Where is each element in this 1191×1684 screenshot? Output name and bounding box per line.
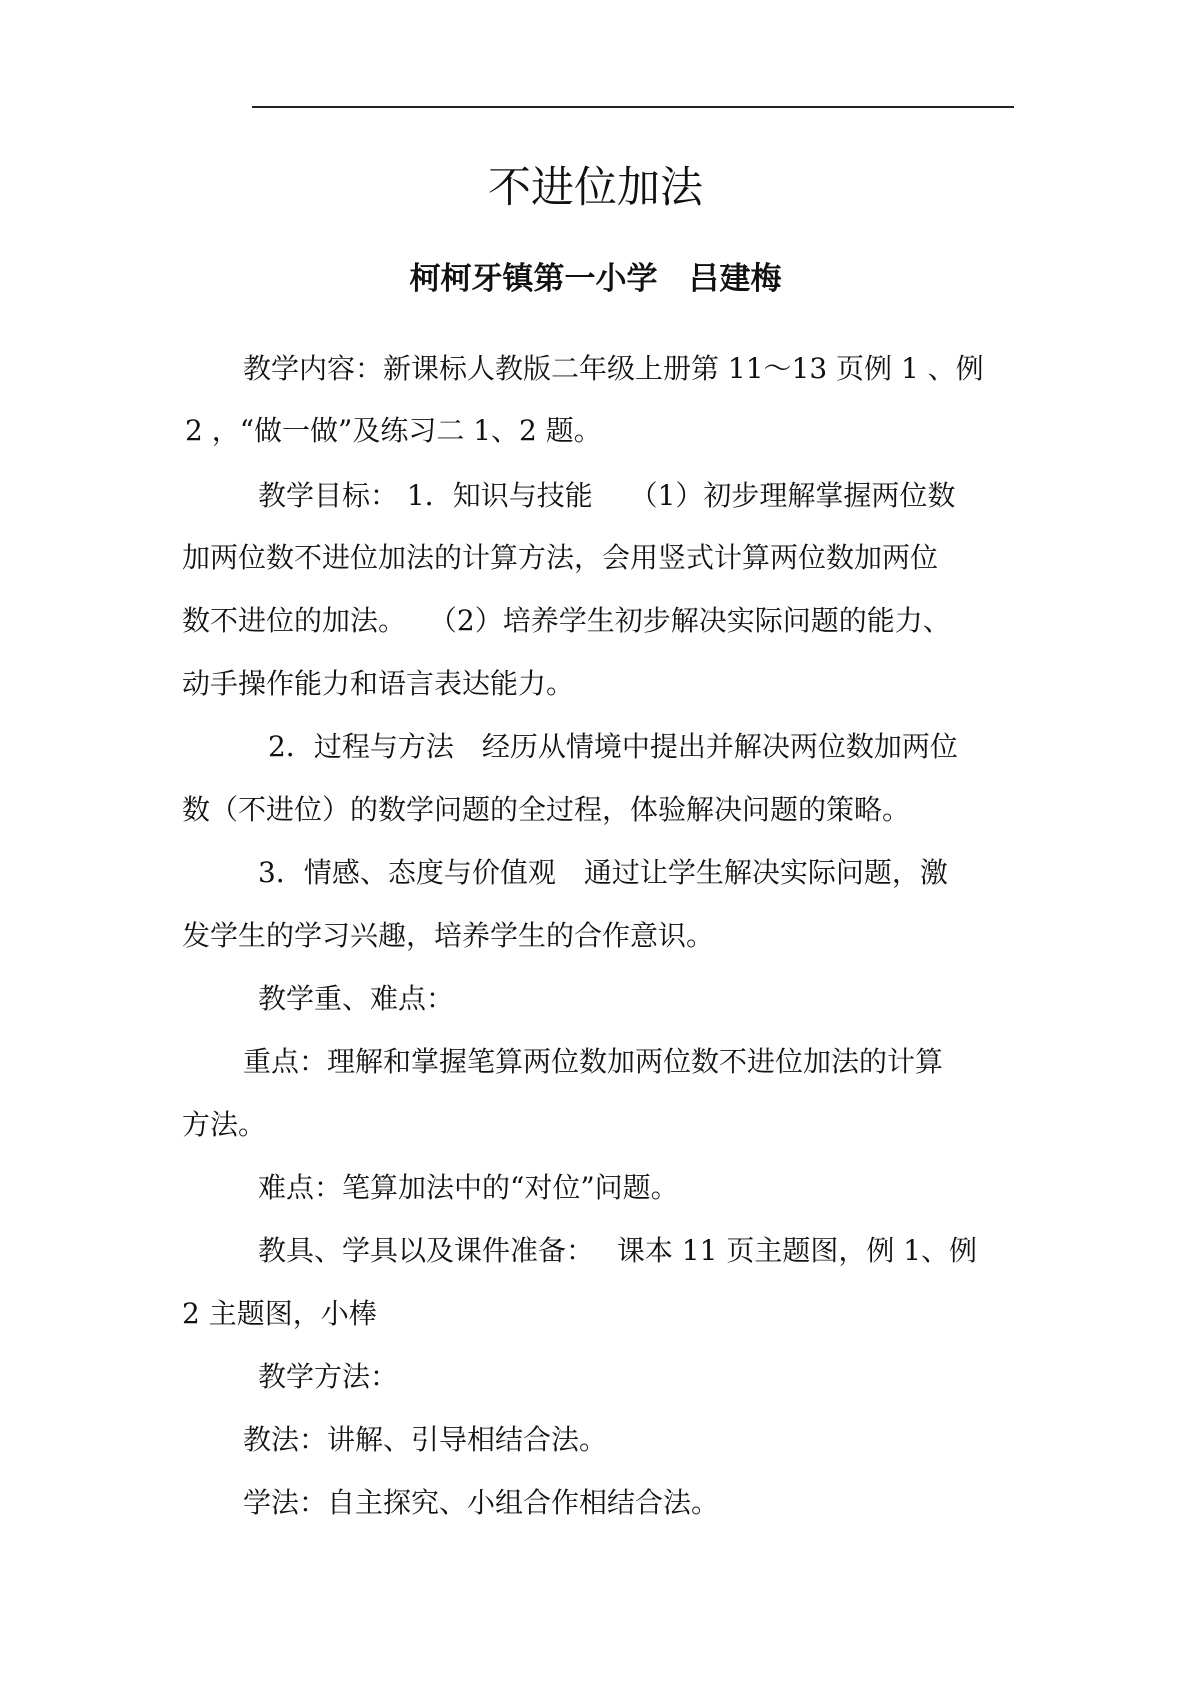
paragraph-line: 发学生的学习兴趣，培养学生的合作意识。 (182, 919, 715, 952)
paragraph-line: 重点：理解和掌握笔算两位数加两位数不进位加法的计算 (243, 1045, 944, 1078)
paragraph-line: 数不进位的加法。 （2）培养学生初步解决实际问题的能力、 (182, 604, 951, 637)
paragraph-line: 教学目标： 1．知识与技能 （1）初步理解掌握两位数 (258, 479, 956, 512)
paragraph-line: 加两位数不进位加法的计算方法，会用竖式计算两位数加两位 (182, 541, 939, 574)
author-line: 柯柯牙镇第一小学 吕建梅 (409, 261, 782, 297)
paragraph-line: 教学方法： (258, 1360, 399, 1393)
paragraph-line: 教学内容：新课标人教版二年级上册第 11～13 页例 1 、例 (243, 352, 984, 385)
header-rule (252, 106, 1014, 108)
paragraph-line: 动手操作能力和语言表达能力。 (182, 667, 575, 700)
paragraph-line: 2 ，“做一做”及练习二 1、2 题。 (185, 414, 602, 447)
paragraph-line: 3．情感、态度与价值观 通过让学生解决实际问题，激 (258, 856, 948, 889)
paragraph-line: 教具、学具以及课件准备： 课本 11 页主题图，例 1、例 (258, 1234, 978, 1267)
paragraph-line: 2 主题图，小棒 (182, 1297, 377, 1330)
paragraph-line: 方法。 (182, 1108, 267, 1141)
paragraph-line: 教法：讲解、引导相结合法。 (243, 1423, 608, 1456)
paragraph-line: 学法：自主探究、小组合作相结合法。 (243, 1486, 720, 1519)
paragraph-line: 2．过程与方法 经历从情境中提出并解决两位数加两位 (268, 730, 958, 763)
document-title: 不进位加法 (488, 163, 703, 213)
paragraph-line: 难点：笔算加法中的“对位”问题。 (258, 1171, 679, 1204)
paragraph-line: 数（不进位）的数学问题的全过程，体验解决问题的策略。 (182, 793, 911, 826)
paragraph-line: 教学重、难点： (258, 982, 455, 1015)
